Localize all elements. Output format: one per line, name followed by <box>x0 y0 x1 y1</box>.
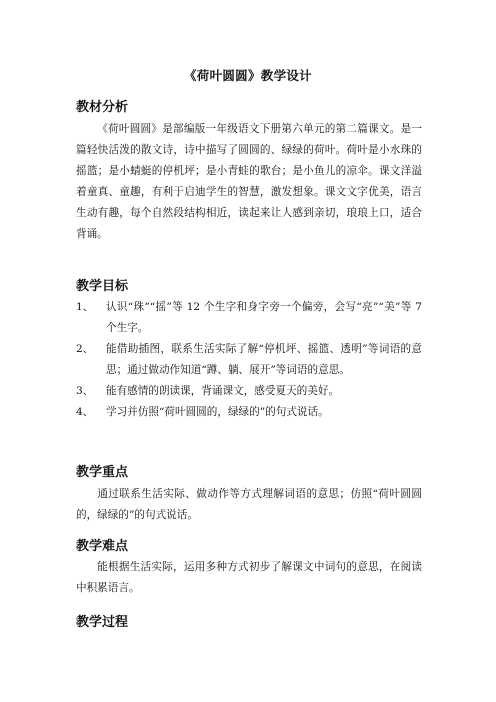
goal-number: 4、 <box>76 406 94 418</box>
analysis-paragraph <box>76 119 422 245</box>
goals-list <box>76 297 422 423</box>
section-heading-analysis: 教材分析 <box>76 100 129 115</box>
goal-item-2 <box>76 339 422 381</box>
document-title: 《荷叶圆圆》教学设计 <box>183 68 312 83</box>
section-heading-goals: 教学目标 <box>76 279 129 294</box>
difficulty-paragraph <box>76 557 422 599</box>
goal-number: 3、 <box>76 385 94 397</box>
goal-number: 2、 <box>76 343 94 355</box>
goal-item-4 <box>76 402 422 423</box>
goal-item-3 <box>76 381 422 402</box>
focus-paragraph <box>76 484 422 526</box>
section-heading-difficulty: 教学难点 <box>76 539 129 554</box>
goal-text: 能有感情的朗读课，背诵课文，感受夏天的美好。 <box>106 385 340 397</box>
section-heading-process: 教学过程 <box>76 615 129 630</box>
focus-text: 通过联系生活实际、做动作等方式理解词语的意思；仿照“荷叶圆圆的，绿绿的”的句式说话。 <box>76 488 422 521</box>
goal-number: 1、 <box>76 301 94 313</box>
analysis-text: 《荷叶圆圆》是部编版一年级语文下册第六单元的第二篇课文。是一篇轻快活泼的散文诗，诗中描写了圆圆的、绿绿的荷叶。荷叶是小水珠的摇篮；是小蜻蜓的停机坪；是小青蛙的歌台；是小鱼儿的凉伞。课文洋溢着童真、童趣，有利于启迪学生的智慧，激发想象。课文文字优美，语言生动有趣，每个自然段结构相近，读起来让人感到亲切，琅琅上口，适合背诵。 <box>76 123 422 240</box>
goal-text: 认识“珠”“摇”等 12 个生字和身字旁一个偏旁，会写“亮”“美”等 7 个生字。 <box>106 301 422 334</box>
goal-text: 能借助插图，联系生活实际了解“停机坪、摇篮、透明”等词语的意思；通过做动作知道“蹲、躺、展开”等词语的意思。 <box>106 343 422 376</box>
goal-text: 学习并仿照“荷叶圆圆的，绿绿的”的句式说话。 <box>106 406 329 418</box>
goal-item-1 <box>76 297 422 339</box>
difficulty-text: 能根据生活实际，运用多种方式初步了解课文中词句的意思，在阅读中积累语言。 <box>76 561 422 594</box>
section-heading-focus: 教学重点 <box>76 465 129 480</box>
